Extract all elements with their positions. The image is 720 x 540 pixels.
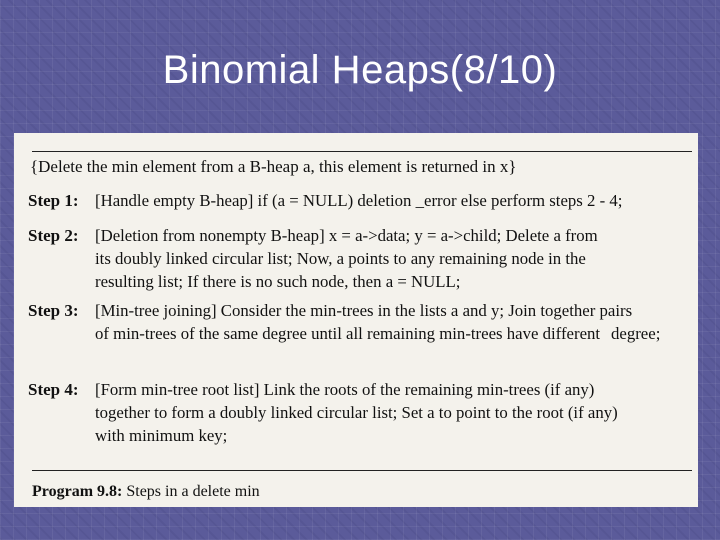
top-rule <box>32 151 692 152</box>
bottom-rule <box>32 470 692 471</box>
step-line: of min-trees of the same degree until all remaining min-trees have different <box>95 324 601 343</box>
step-body <box>95 378 698 447</box>
step-line: [Min-tree joining] Consider the min-trees in the lists a and y; Join together pairs <box>95 301 633 320</box>
caption-text: Steps in a delete min <box>126 483 260 500</box>
step-line: [Handle empty B-heap] if (a = NULL) deletion _error else perform steps 2 - 4; <box>95 191 623 210</box>
step-body <box>95 299 698 345</box>
step-line: degree; <box>611 324 661 343</box>
step-label: Step 3: <box>28 301 79 320</box>
step-line: with minimum key; <box>95 426 228 445</box>
program-caption <box>32 483 260 501</box>
step-line: its doubly linked circular list; Now, a points to any remaining node in the <box>95 249 586 268</box>
step-line: together to form a doubly linked circular list; Set a to point to the root (if any) <box>95 403 618 422</box>
caption-label: Program 9.8: <box>32 483 123 500</box>
step-line: [Deletion from nonempty B-heap] x = a->data; y = a->child; Delete a from <box>95 226 598 245</box>
step-2 <box>28 224 698 293</box>
step-1 <box>28 189 698 212</box>
step-body <box>95 189 698 212</box>
step-label: Step 2: <box>28 226 79 245</box>
step-4 <box>28 378 698 447</box>
step-3 <box>28 299 698 345</box>
step-label: Step 4: <box>28 380 79 399</box>
step-line: [Form min-tree root list] Link the roots of the remaining min-trees (if any) <box>95 380 595 399</box>
step-line: resulting list; If there is no such node, then a = NULL; <box>95 272 461 291</box>
step-body <box>95 224 698 293</box>
program-header: {Delete the min element from a B-heap a, this element is returned in x} <box>30 157 517 176</box>
slide-title: Binomial Heaps(8/10) <box>162 48 558 92</box>
program-scan <box>14 133 698 507</box>
step-label: Step 1: <box>28 191 79 210</box>
